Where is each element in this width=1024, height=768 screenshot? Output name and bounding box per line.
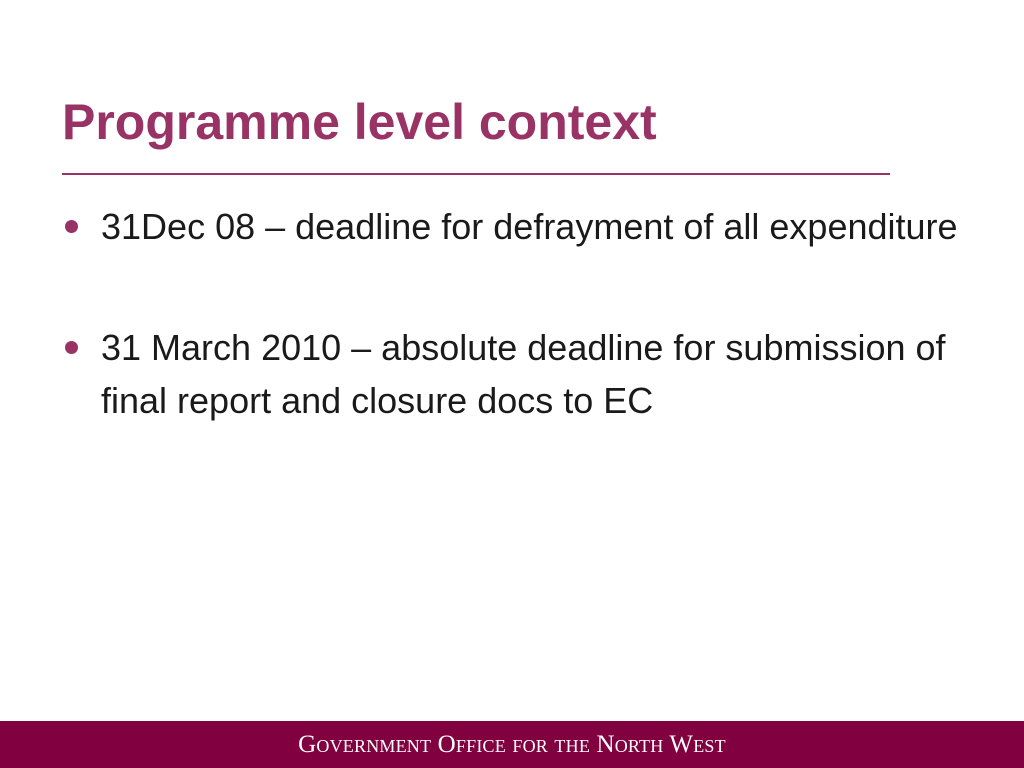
bullet-dot-icon [65, 341, 78, 354]
bullet-text: 31Dec 08 – deadline for defrayment of all expenditure [101, 206, 958, 247]
bullet-item [62, 321, 982, 427]
title-underline [62, 173, 890, 175]
footer-text: Government Office for the North West [298, 731, 726, 758]
footer-bar [0, 721, 1024, 768]
bullet-text: 31 March 2010 – absolute deadline for submission of final report and closure docs to EC [101, 327, 946, 421]
slide-title: Programme level context [62, 94, 657, 150]
bullet-dot-icon [65, 220, 78, 233]
bullet-list [62, 200, 982, 427]
bullet-item [62, 200, 982, 253]
